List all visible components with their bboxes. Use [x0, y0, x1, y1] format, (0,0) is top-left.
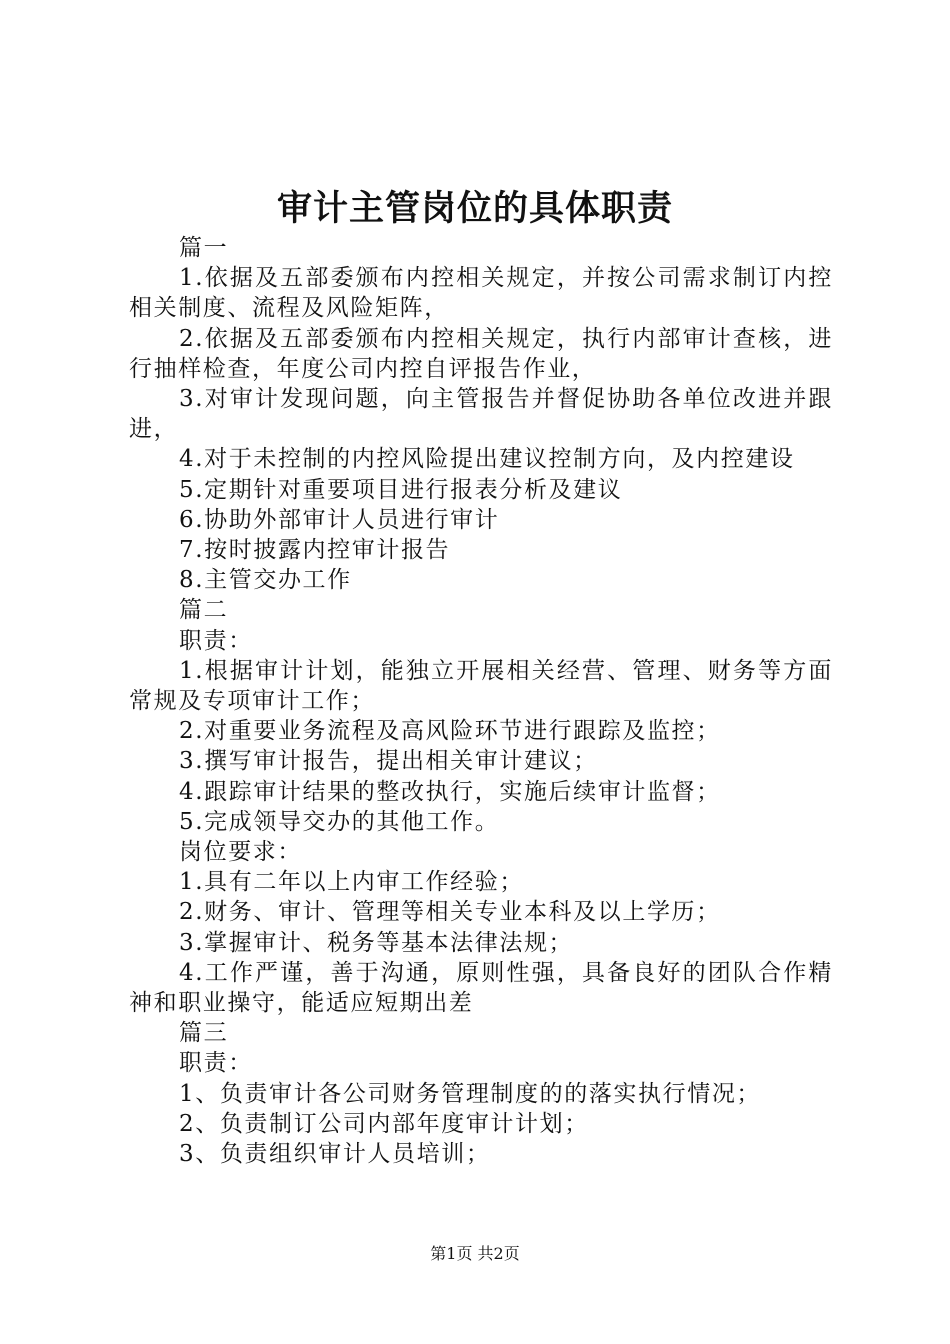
paragraph: 3、负责组织审计人员培训； — [179, 1141, 491, 1168]
paragraph: 1.具有二年以上内审工作经验； — [179, 869, 524, 896]
paragraph: 3.对审计发现问题，向主管报告并督促协助各单位改进并跟进， — [129, 386, 833, 443]
paragraph: 1.依据及五部委颁布内控相关规定，并按公司需求制订内控相关制度、流程及风险矩阵， — [129, 265, 833, 322]
paragraph: 4.工作严谨，善于沟通，原则性强，具备良好的团队合作精神和职业操守，能适应短期出差 — [129, 959, 833, 1017]
paragraph: 2、负责制订公司内部年度审计计划； — [179, 1110, 589, 1137]
paragraph: 5.定期针对重要项目进行报表分析及建议 — [179, 476, 623, 503]
paragraph: 2.财务、审计、管理等相关专业本科及以上学历； — [179, 899, 721, 926]
paragraph: 1.根据审计计划，能独立开展相关经营、管理、财务等方面常规及专项审计工作； — [129, 657, 833, 715]
section-heading-3: 篇三 — [179, 1020, 229, 1047]
paragraph: 3.掌握审计、税务等基本法律法规； — [179, 929, 574, 956]
paragraph: 2.对重要业务流程及高风险环节进行跟踪及监控； — [179, 718, 721, 745]
paragraph: 3.撰写审计报告，提出相关审计建议； — [179, 748, 598, 775]
page-footer: 第1页 共2页 — [430, 1244, 520, 1263]
paragraph: 8.主管交办工作 — [179, 567, 352, 594]
document-body — [129, 233, 833, 1169]
subheading: 职责： — [179, 1050, 253, 1077]
section-heading-2: 篇二 — [179, 597, 229, 624]
paragraph: 6.协助外部审计人员进行审计 — [179, 506, 500, 533]
subheading: 岗位要求： — [179, 839, 302, 866]
paragraph: 2.依据及五部委颁布内控相关规定，执行内部审计查核，进行抽样检查，年度公司内控自评报告作业， — [129, 325, 833, 382]
subheading: 职责： — [179, 627, 253, 654]
document-title: 审计主管岗位的具体职责 — [276, 188, 673, 229]
paragraph: 5.完成领导交办的其他工作。 — [179, 808, 500, 835]
paragraph: 1、负责审计各公司财务管理制度的的落实执行情况； — [179, 1080, 762, 1107]
section-heading-1: 篇一 — [179, 235, 229, 261]
paragraph: 4.跟踪审计结果的整改执行，实施后续审计监督； — [179, 778, 721, 805]
paragraph: 7.按时披露内控审计报告 — [179, 537, 451, 564]
paragraph: 4.对于未控制的内控风险提出建议控制方向，及内控建设 — [179, 446, 795, 473]
